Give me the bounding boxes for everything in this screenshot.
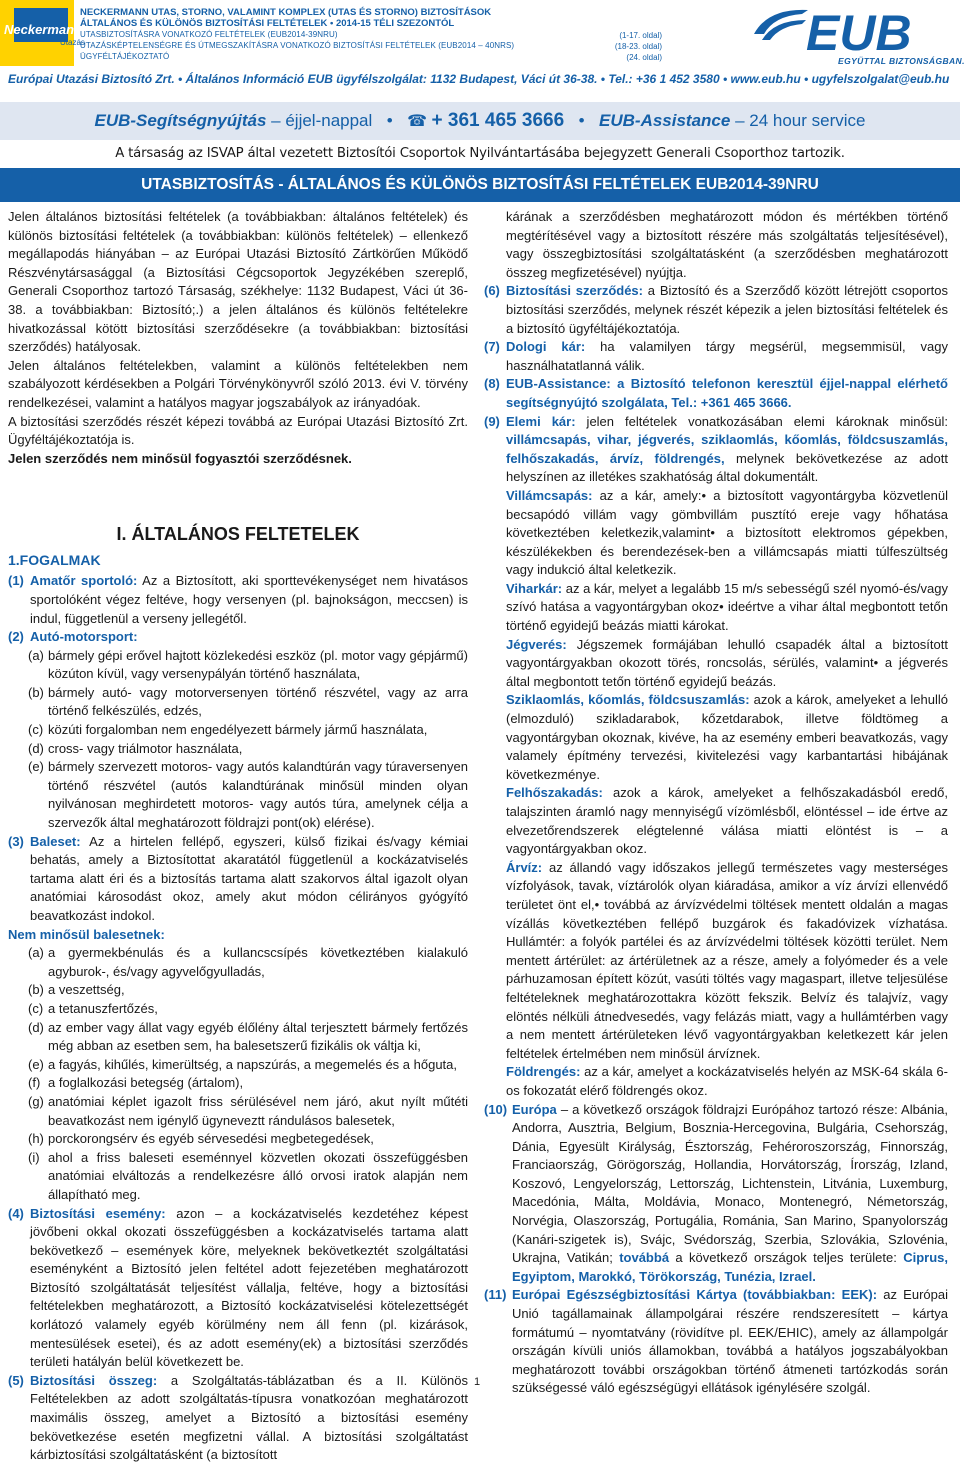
page-range-3: (24. oldal) [626, 53, 662, 62]
service-2-note: – 24 hour service [730, 111, 866, 130]
cloudburst-paragraph: Felhőszakadás: azok a károk, amelyeket a felhőszakadásból eredő, talajszinten áramló nagy mennyiségű vízömlésből, elöntéssel – ide értve az elvezetőrendszerek elégtelenné válása miatti elöntést is – a vagyontárgyakban okoz. [506, 785, 948, 857]
left-column [8, 208, 468, 1465]
definition-1: (1) Amatőr sportoló: Az a Biztosított, aki sporttevékenységet nem hivatásos sportolóként végez feltéve, hogy versenyen (pl. bajnokságon, meccsen) is indul, függetlenül a verseny jellegétől. [8, 573, 468, 626]
document-title: UTASBIZTOSÍTÁS - ÁLTALÁNOS ÉS KÜLÖNÖS BIZTOSÍTÁSI FELTÉTELEK EUB2014-39NRU [141, 176, 819, 193]
service-1-name: EUB-Segítségnyújtás [94, 111, 267, 130]
assistance-phone: + 361 465 3666 [431, 110, 565, 131]
header-line-2: ÁLTALÁNOS ÉS KÜLÖNÖS BIZTOSÍTÁSI FELTÉTELEK • 2014-15 TÉLI SZEZONTÓL [80, 18, 455, 29]
rockfall-paragraph: Sziklaomlás, kőomlás, földcsuszamlás: azok a károk, amelyeket a lehulló (elmozduló) szikladarabok, kőzetdarabok, illetve földtömeg a vagyontárgyban okoznak, kivéve, ha az esemény emberi beavatkozás, vagy valamely építmény tervezési, kivitelezési vagy karbantartási hibájának következménye. [506, 692, 949, 782]
list-item: (e) a fagyás, kihűlés, kimerültség, a napszúrás, a megemelés és a hőguta, [28, 1056, 457, 1072]
registration-note: A társaság az ISVAP által vezetett Biztosítói Csoportok Nyilvántartásába bejegyzett Generali Csoporthoz tartozik. [115, 146, 845, 161]
earthquake-paragraph: Földrengés: az a kár, amelyet a kockázatviselés helyén az MSK-64 skála 6-os fokozatát elérő földrengés okoz. [506, 1064, 948, 1098]
list-item: (i) ahol a friss baleseti eseménnyel közvetlen okozati összefüggésben anatómiai elváltozás a rendelkezésre álló orvosi iratok alapján nem állapítható meg. [28, 1149, 468, 1202]
not-accident-list [8, 944, 468, 1204]
definition-5-continued: kárának a szerződésben meghatározott módon és mértékben történő megtérítésével vagy a biztosított részére más szolgáltatás teljesítésével), vagy összegbiztosítási szolgáltatásként (a szerződésben meghatározott összeg megfizetésével) nyújtja. [506, 209, 948, 280]
intro-paragraph-4: Jelen szerződés nem minősül fogyasztói szerződésnek. [8, 450, 352, 466]
assistance-band: EUB-Segítségnyújtás – éjjel-nappal • ☎ + 361 465 3666 • EUB-Assistance – 24 hour service [0, 102, 960, 140]
logo-sub: Utazás [60, 38, 85, 47]
section-heading: I. ÁLTALÁNOS FELTETELEK [116, 524, 360, 545]
subsection-heading: 1.FOGALMAK [8, 552, 101, 569]
list-item: (a) a gyermekbénulás és a kullancscsípés következtében kialakuló agyburok-, és/vagy agyvelőgyulladás, [28, 945, 468, 979]
intro-paragraph-3: A biztosítási szerződés részét képezi továbbá az Európai Utazási Biztosító Zrt. Ügyféltájékoztatója is. [8, 413, 468, 448]
definition-10: (10) Európa – a következő országok földrajzi Európához tartozó része: Albánia, Andorra, Ausztria, Belgium, Bosznia-Hercegovina, Bulgária, Csehország, Dánia, Egyesült Királyság, Észtország, Fehéroroszország, Finnország, Franciaország, Görögország, Hollandia, Horvátország, Írország, Izland, Koszovó, Lengyelország, Lettország, Lichtenstein, Litvánia, Luxemburg, Macedónia, Málta, Moldávia, Monaco, Montenegró, Németország, Norvégia, Olaszország, Portugália, Románia, San Marino, Spanyolország (Kanári-szigetek is), Svájc, Svédország, Szerbia, Szlovákia, Szlovénia, Ukrajna, Vatikán; továbbá a következő országok teljes területe: Ciprus, Egyiptom, Marokkó, Törökország, Tunézia, Izrael. [484, 1101, 948, 1284]
list-item: (f) a foglalkozási betegség (ártalom), [28, 1075, 244, 1091]
lightning-paragraph: Villámcsapás: az a kár, amely:• a biztosított vagyontárgyba közvetlenül becsapódó villám vagy gömbvillám pusztító ereje vagy hőhatása következtében keletkezik,valamint• a biztosított elektromos gépekben, készülékekben és berendezések-ben a villámcsapás miatti túlfeszültség vagy indukció által keletkezik. [506, 487, 948, 578]
header-line-1: NECKERMANN UTAS, STORNO, VALAMINT KOMPLEX (UTAS ÉS STORNO) BIZTOSÍTÁSOK [80, 7, 492, 18]
header-line-3: UTASBIZTOSÍTÁSRA VONATKOZÓ FELTÉTELEK (EUB2014-39NRU) [80, 30, 338, 39]
hail-paragraph: Jégverés: Jégszemek formájában lehulló csapadék által a biztosított vagyontárgyakban okozott törés, roncsolás, sérülés, valamint• a jégverés által megbontott tetőn történő egyidejű beázás. [506, 636, 948, 689]
list-item: (e) bármely szervezett motoros- vagy autós kalandtúrán vagy túraversenyen történő részvétel (autós kalandtúrának minősül minden olyan nyilvánosan meghirdetett motoros- vagy autós túra, amelynek célja a szervezők által meghatározott földrajzi pont(ok) elérése). [28, 759, 468, 831]
eub-tagline: EGYÜTTAL BIZTONSÁGBAN. [838, 56, 965, 66]
list-item: (d) az ember vagy állat vagy egyéb élőlény által terjesztett bármely fertőzés még abban az esetben sem, ha balesetszerű fizikális ok váltja ki, [28, 1019, 468, 1054]
list-item: (a) bármely gépi erővel hajtott közlekedési eszköz (pl. motor vagy gépjármű) közúton kívül, vagy versenypályán történő használata, [28, 647, 468, 682]
list-item: (d) cross- vagy triálmotor használata, [28, 740, 243, 756]
header-page-ranges [582, 30, 662, 63]
definition-2: (2) Autó-motorsport: [8, 629, 138, 645]
list-item: (h) porckorongsérv és egyéb sérvesedési megbetegedések, [28, 1131, 374, 1147]
page-range-1: (1-17. oldal) [619, 31, 662, 40]
company-name: Európai Utazási Biztosító Zrt. [8, 72, 175, 86]
phone-icon: ☎ [407, 113, 428, 130]
header [0, 0, 965, 66]
page-range-2: (18-23. oldal) [614, 42, 662, 51]
title-bar [0, 168, 960, 202]
definition-4: (4) Biztosítási esemény: azon – a kockázatviselés kezdetéhez képest jövőbeni okkal okozati összefüggésben a kockázatviselés tartama alatt bekövetkező – események köre, melyeknek bekövetkeztét szolgáltatási eseményként a Biztosító jelen feltétel adott fejezetében meghatározott Biztosító szolgáltatását teljesítést vállalja, feltéve, hogy a biztosítási feltételekben meghatározott, a Biztosító kockázatviselési kötelezettségét korlátozó valamely egyéb körülmény nem áll fenn (pl. kizárások, mentesülések esetei), és az adott esemény(ek) a biztosítási szerződés területi hatályán belül következett be. [8, 1205, 468, 1370]
header-line-4: UTAZÁSKÉPTELENSÉGRE ÉS ÚTMEGSZAKÍTÁSRA VONATKOZÓ BIZTOSÍTÁSI FELTÉTELEK (EUB2014 – 40NRS) [80, 41, 515, 50]
list-item: (b) a veszettség, [28, 982, 125, 998]
right-column [484, 208, 948, 1398]
definition-2-subs [8, 647, 468, 833]
definition-5: (5) Biztosítási összeg: a Szolgáltatás-táblázatban és a II. Különös Feltételekben az adott szolgáltatás-típusra vonatkozóan meghatározott maximális összeg, amelyet a Biztosító a biztosítási esemény bekövetkezése esetén megfizetni vállal. A biztosítási szolgáltatást kárbiztosítási szolgáltatásként (a biztosított [8, 1372, 469, 1463]
definition-7: (7) Dologi kár: ha valamilyen tárgy megsérül, megsemmisül, vagy használhatatlanná válik. [484, 339, 948, 373]
list-item: (b) bármely autó- vagy motorversenyen történő részvétel, vagy az arra történő felkészülés, edzés, [28, 684, 468, 719]
not-accident-heading: Nem minősül balesetnek: [8, 926, 165, 942]
header-title-lines [80, 7, 640, 62]
list-item: (c) a tetanuszfertőzés, [28, 1000, 158, 1016]
storm-paragraph: Viharkár: az a kár, melyet a legalább 15 m/s sebességű szél nyomó-és/vagy szívó hatása a vagyontárgyban okoz• ideértve a vihar által megbontott tetőn történő egyidejű beázás miatti károkat. [506, 580, 949, 634]
flood-paragraph: Árvíz: az állandó vagy időszakos jellegű természetes vagy mesterséges vízfolyások, tavak, víztárolók olyan kiáradása, amikor a víz árvízi ellenvédő területet önt el,• továbbá az árvízvédelmi töltések mentett oldalán a magas vízállás következtében fellépő buzgárok és fakadóvizek vízhatása. Hullámtér: a folyók partélei és az árvízvédelmi töltések közötti terület. Nem mentett ártérület: az ártérületnek az a része, amely a folyómeder és a vele párhuzamosan épített közút, vasúti töltés vagy magaspart, illetve teljesülése feltételeknek meghatározottakra között fekszik. Belvíz és talajvíz, vagy elöntés nélküli átnedvesedés, vagy felázás miatt, vagy a hullámtérben vagy a nem mentett ártérületeken lévő vagyontárgyakban keletkezett kár jelen feltételek értelmében nem minősül árvíznek. [506, 859, 948, 1061]
contact-details: • Általános Információ EUB ügyfélszolgálat: 1132 Budapest, Váci út 36-38. • Tel.: +36 1 452 3580 • www.eub.hu • ugyfelszolgalat@eub.hu [174, 72, 950, 86]
definition-9: (9) Elemi kár: jelen feltételek vonatkozásában elemi károknak minősül: villámcsapás, vihar, jégverés, sziklaomlás, kőomlás, földcsuszamlás, felhőszakadás, árvíz, földrengés, melynek bekövetkezése az adott helyszínen az illetékes szakhatóság által dokumentált. [484, 413, 948, 485]
neckermann-logo [0, 0, 85, 66]
intro-paragraph-1: Jelen általános biztosítási feltételek (a továbbiakban: általános feltételek) és különös biztosítási feltételek (a továbbiakban: különös feltételek) – ellenkező megállapodás hiányában – az Európai Utazási Biztosító Zártkörűen Működő Részvénytársasággal (a Biztosítási Cégcsoportok Jegyzékében szereplő, Generali Csoporthoz tartozó Társaság, székhelye: 1132 Budapest, Váci út 36-38. a továbbiakban: Biztosító;.) a jelen általános és különös feltételekre hivatkozással kötött biztosítási szerződésekre (a továbbiakban: biztosítási szerződés) hatályosak. [8, 209, 468, 355]
list-item: (c) közúti forgalomban nem engedélyezett bármely jármű használata, [28, 722, 428, 738]
header-line-5: ÜGYFÉLTÁJÉKOZTATÓ [80, 52, 170, 61]
definition-11: (11) Európai Egészségbiztosítási Kártya (továbbiakban: EEK): az Európai Unió tagállamainak állampolgárai részére rendszeresített – kártya formátumú – nyomtatvány (rövidítve pl. EEK/EHIC), amely az állampolgár országán kívüli uniós államokban, továbbá a hatályos jogszabályokban meghatározott további országokban történő átmeneti tartózkodás során szükségessé váló egészségügyi ellátások igénylésére szolgál. [484, 1287, 948, 1396]
definition-3: (3) Baleset: Az a hirtelen fellépő, egyszeri, külső fizikai és/vagy kémiai behatás, amely a Biztosítottat akaratától függetlenül a kockázatviselés tartama alatt éri és a biztosítás tartama alatt szakorvos által igazolt olyan anatómiai károsodást okoz, amely akut módon célirányos gyógyító beavatkozást indokol. [8, 833, 468, 923]
svg-text:EUB: EUB [806, 5, 912, 61]
intro-paragraph-2: Jelen általános feltételekben, valamint a különös feltételekben nem szabályozott kérdésekben a Polgári Törvénykönyvről szóló 2013. évi V. törvény rendelkezései, valamint a hatályos magyar jogszabályok az irányadóak. [8, 357, 468, 410]
definition-6: (6) Biztosítási szerződés: a Biztosító és a Szerződő között létrejött csoportos biztosítási szerződés, melynek részét képezik a jelen biztosítási feltételek és a biztosító ügyféltájékoztatója. [484, 283, 948, 336]
service-1-note: – éjjel-nappal [266, 111, 373, 130]
contact-info-bar [8, 72, 958, 86]
logo-brand: Neckermann [4, 22, 83, 37]
definition-8: (8) EUB-Assistance: a Biztosító telefonon keresztül éjjel-nappal elérhető segítségnyújtó szolgálata, Tel.: +361 465 3666. [484, 376, 948, 410]
list-item: (g) anatómiai képlet igazolt friss sérülésével nem járó, akut nyílt műtéti beavatkozást nem igénylő ügyneveztt rándulásos balesetek, [28, 1093, 468, 1128]
service-2-name: EUB-Assistance [599, 111, 731, 130]
page-number: 1 [474, 1376, 481, 1388]
